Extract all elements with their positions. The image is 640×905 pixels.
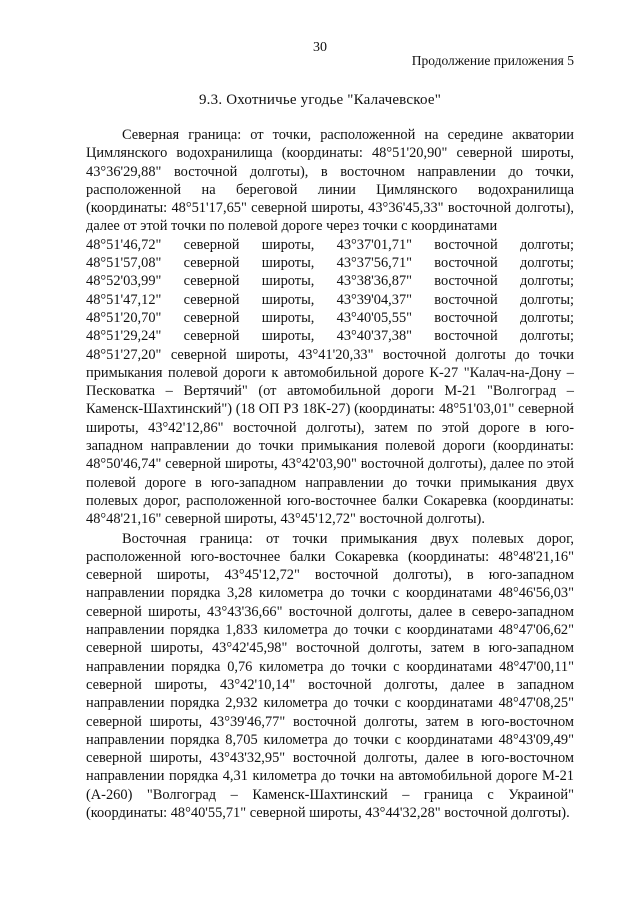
longitude-word: восточной [434,328,498,345]
latitude: 48°51'46,72" [86,236,162,253]
latitude-word: северной [183,309,240,326]
latitude-unit: широты, [261,291,315,308]
coordinate-row [86,254,574,272]
north-border-tail: 48°51'27,20" северной широты, 43°41'20,33" восточной долготы до точки примыкания полевой дороги к автомобильной дороге К-27 "Калач-на-Дону – Песковатка – Вертячий" (от автомобильной дороги М-21 "Волгоград – Каменск-Шахтинский") (18 ОП РЗ 18К-27) (координаты: 48°51'03,01" северной широты, 43°42'12,86" восточной долготы), затем по этой дороге в юго-западном направлении до точки примыкания полевой дороги (координаты: 48°50'46,74" северной широты, 43°42'03,90" восточной долготы), далее по этой полевой дороге в юго-западном направлении до точки примыкания двух полевых дорог, расположенной юго-восточнее балки Сокаревка (координаты: 48°48'21,16" северной широты, 43°45'12,72" восточной долготы). [86,346,574,528]
coordinate-row [86,236,574,254]
longitude: 43°37'56,71" [336,255,413,272]
longitude-unit: долготы; [519,236,574,253]
latitude-unit: широты, [261,309,315,326]
longitude-unit: долготы; [519,291,574,308]
longitude-word: восточной [434,291,498,308]
longitude-unit: долготы; [519,255,574,272]
coordinate-row [86,291,574,309]
longitude-unit: долготы; [519,273,574,290]
section-title: 9.3. Охотничье угодье "Калачевское" [198,92,442,108]
coordinate-list [86,236,574,346]
latitude-word: северной [183,255,240,272]
latitude-word: северной [183,236,240,253]
coordinate-row [86,327,574,345]
east-border-paragraph: Восточная граница: от точки примыкания двух полевых дорог, расположенной юго-восточнее балки Сокаревка (координаты: 48°48'21,16" северной широты, 43°45'12,72" восточной долготы), в юго-западном направлении порядка 3,28 километра до точки с координатами 48°46'56,03" северной широты, 43°43'36,66" восточной долготы, далее в северо-западном направлении порядка 1,833 километра до точки с координатами 48°47'06,62" северной широты, 43°42'45,98" восточной долготы, затем в юго-западном направлении порядка 0,76 километра до точки с координатами 48°47'00,11" северной широты, 43°42'10,14" восточной долготы, далее в западном направлении порядка 2,932 километра до точки с координатами 48°47'08,25" северной широты, 43°39'46,77" восточной долготы, затем в юго-восточном направлении порядка 8,705 километра до точки с координатами 48°43'09,49" северной широты, 43°43'32,95" восточной долготы, далее в юго-восточном направлении порядка 4,31 километра до точки на автомобильной дороге М-21 (А-260) "Волгоград – Каменск-Шахтинский – граница с Украиной" (координаты: 48°40'55,71" северной широты, 43°44'32,28" восточной долготы). [86,530,574,821]
latitude-unit: широты, [261,273,315,290]
coordinate-row [86,272,574,290]
longitude-word: восточной [434,309,498,326]
longitude-unit: долготы; [519,309,574,326]
latitude-word: северной [183,273,240,290]
longitude-word: восточной [434,236,498,253]
document-body [86,126,574,822]
latitude-unit: широты, [261,236,315,253]
longitude: 43°39'04,37" [336,291,413,308]
longitude: 43°40'37,38" [336,328,413,345]
longitude: 43°38'36,87" [336,273,413,290]
latitude: 48°51'57,08" [86,255,162,272]
longitude-unit: долготы; [519,328,574,345]
latitude: 48°51'47,12" [86,291,162,308]
north-border-intro: Северная граница: от точки, расположенной на середине акватории Цимлянского водохранилища (координаты: 48°51'20,90" северной широты, 43°36'29,88" восточной долготы), в восточном направлении до точки, расположенной на береговой линии Цимлянского водохранилища (координаты: 48°51'17,65" северной широты, 43°36'45,33" восточной долготы), далее от этой точки по полевой дороге через точки с координатами [86,127,574,235]
continuation-note: Продолжение приложения 5 [411,53,574,68]
longitude: 43°40'05,55" [336,309,413,326]
longitude-word: восточной [434,255,498,272]
latitude: 48°51'29,24" [86,328,162,345]
latitude-unit: широты, [261,328,315,345]
latitude-unit: широты, [261,255,315,272]
latitude: 48°51'20,70" [86,309,162,326]
longitude-word: восточной [434,273,498,290]
latitude: 48°52'03,99" [86,273,162,290]
latitude-word: северной [183,291,240,308]
coordinate-row [86,309,574,327]
latitude-word: северной [183,328,240,345]
page-number: 30 [313,40,327,55]
longitude: 43°37'01,71" [336,236,413,253]
